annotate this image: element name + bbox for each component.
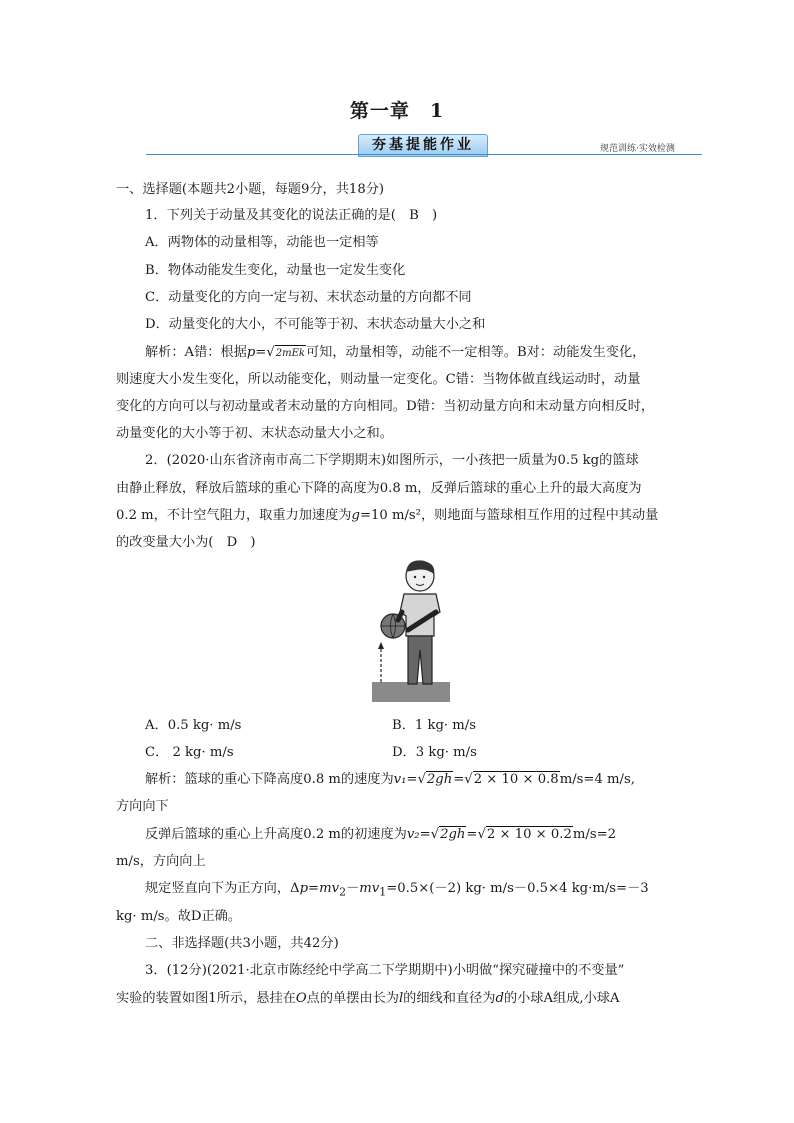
q2-option-b: B．1 kg· m/s bbox=[392, 718, 476, 733]
header-divider bbox=[146, 154, 702, 155]
worksheet-banner: 夯基提能作业 bbox=[358, 134, 488, 157]
q2-analysis-text: m/s=2 bbox=[572, 827, 617, 842]
momentum-symbol: p bbox=[299, 881, 309, 896]
ground-block bbox=[372, 682, 450, 702]
chapter-title: 第一章 1 bbox=[349, 100, 445, 122]
q2-stem-text: 0.2 m，不计空气阻力，取重力加速度为 bbox=[116, 508, 352, 523]
q1-option-a: A．两物体的动量相等，动能也一定相等 bbox=[145, 235, 379, 250]
q1-stem: 1．下列关于动量及其变化的说法正确的是( B ) bbox=[145, 208, 438, 223]
q2-analysis-line-5 bbox=[145, 880, 649, 902]
subscript: 1 bbox=[379, 885, 387, 899]
q2-stem-line-1: 2．(2020·山东省济南市高二下学期期末)如图所示，一小孩把一质量为0.5 kg的篮球 bbox=[145, 453, 639, 468]
q2-option-c: C． 2 kg· m/s bbox=[145, 745, 234, 760]
equals-sign: = bbox=[255, 345, 267, 360]
mv-term: mv bbox=[359, 881, 380, 896]
momentum-symbol: p bbox=[246, 345, 256, 360]
q2-analysis-text: m/s=4 m/s, bbox=[559, 772, 635, 787]
q1-option-b: B．物体动能发生变化，动量也一定发生变化 bbox=[145, 263, 406, 278]
q1-analysis-line-1: 解析：A错：根据p=√2mEk可知，动量相等，动能不一定相等。B对：动能发生变化， bbox=[145, 345, 646, 360]
child-eye bbox=[423, 576, 425, 578]
sqrt-expression: 2 × 10 × 0.8 bbox=[473, 772, 559, 787]
q2-analysis-line-1: 解析：篮球的重心下降高度0.8 m的速度为v₁=√2gh=√2 × 10 × 0.8m/s=4 m/s, bbox=[145, 772, 635, 787]
q2-analysis-text: 规定竖直向下为正方向，Δ bbox=[145, 881, 300, 896]
q2-option-d: D．3 kg· m/s bbox=[392, 745, 477, 760]
q2-stem-line-3 bbox=[116, 507, 658, 525]
q3-line-1: 3．(12分)(2021·北京市陈经纶中学高二下学期期中)小明做“探究碰撞中的不变量” bbox=[145, 963, 625, 978]
equals-sign: = bbox=[419, 827, 431, 842]
q2-analysis-line-6: kg· m/s。故D正确。 bbox=[116, 909, 242, 924]
point-o-symbol: O bbox=[295, 991, 307, 1006]
q1-option-d: D．动量变化的大小，不可能等于初、末状态动量大小之和 bbox=[145, 317, 486, 332]
q1-option-c: C．动量变化的方向一定与初、末状态动量的方向都不同 bbox=[145, 290, 472, 305]
q1-analysis-text: 解析：A错：根据 bbox=[145, 345, 247, 360]
q2-analysis-text: 反弹后篮球的重心上升高度0.2 m的初速度为 bbox=[145, 827, 407, 842]
equals-sign: = bbox=[308, 881, 320, 896]
sqrt-expression: 2gh bbox=[440, 827, 466, 842]
sqrt-expression: 2gh bbox=[426, 772, 453, 787]
q2-stem-line-4: 的改变量大小为( D ) bbox=[116, 535, 256, 550]
q3-text: 实验的装置如图1所示，悬挂在 bbox=[116, 991, 296, 1006]
equals-sign: = bbox=[406, 772, 418, 787]
q3-text: 点的单摆由长为 bbox=[306, 991, 399, 1006]
q1-analysis-line-4: 动量变化的大小等于初、末状态动量大小之和。 bbox=[116, 426, 393, 441]
q1-analysis-line-2: 则速度大小发生变化，所以动能变化，则动量一定变化。C错：当物体做直线运动时，动量 bbox=[116, 372, 641, 387]
minus-sign: － bbox=[346, 881, 360, 896]
q2-stem-line-2: 由静止释放，释放后篮球的重心下降的高度为0.8 m，反弹后篮球的重心上升的最大高度为 bbox=[116, 481, 642, 496]
q1-analysis-text: 可知，动量相等，动能不一定相等。B对：动能发生变化， bbox=[305, 345, 646, 360]
velocity-v2-symbol: v₂ bbox=[406, 827, 420, 842]
q2-option-a: A．0.5 kg· m/s bbox=[145, 718, 242, 733]
diameter-d-symbol: d bbox=[495, 991, 504, 1006]
section-2-heading: 二、非选择题(共3小题，共42分) bbox=[145, 936, 339, 951]
q2-analysis-line-4: m/s，方向向上 bbox=[116, 854, 206, 869]
q2-analysis-text: =0.5×(－2) kg· m/s－0.5×4 kg·m/s=－3 bbox=[386, 881, 649, 896]
equals-sign: = bbox=[466, 827, 478, 842]
q3-text: 的细线和直径为 bbox=[403, 991, 496, 1006]
sqrt-expression: 2mEk bbox=[275, 345, 306, 361]
gravity-symbol: g bbox=[351, 508, 360, 523]
q1-analysis-line-3: 变化的方向可以与初动量或者末动量的方向相同。D错：当初动量方向和末动量方向相反时， bbox=[116, 399, 655, 414]
child-basketball-figure bbox=[368, 560, 452, 702]
equals-sign: = bbox=[453, 772, 465, 787]
header-tagline: 规范训练·实效检测 bbox=[600, 144, 675, 154]
arrow-head bbox=[378, 642, 384, 649]
velocity-v1-symbol: v₁ bbox=[393, 772, 407, 787]
mv-term: mv bbox=[319, 881, 340, 896]
child-trousers bbox=[408, 636, 432, 684]
section-1-heading: 一、选择题(本题共2小题，每题9分，共18分) bbox=[116, 182, 385, 197]
q3-text: 的小球A组成,小球A bbox=[503, 991, 620, 1006]
q3-line-2 bbox=[116, 990, 620, 1008]
child-eye bbox=[414, 576, 416, 578]
q2-stem-text: =10 m/s²，则地面与篮球相互作用的过程中其动量 bbox=[359, 508, 659, 523]
length-l-symbol: l bbox=[398, 991, 404, 1006]
q2-analysis-text: 解析：篮球的重心下降高度0.8 m的速度为 bbox=[145, 772, 394, 787]
q2-analysis-line-2: 方向向下 bbox=[116, 799, 169, 814]
q2-analysis-line-3: 反弹后篮球的重心上升高度0.2 m的初速度为v₂=√2gh=√2 × 10 × 0.2m/s=2 bbox=[145, 827, 617, 842]
sqrt-expression: 2 × 10 × 0.2 bbox=[486, 827, 572, 842]
subscript: 2 bbox=[339, 885, 347, 899]
